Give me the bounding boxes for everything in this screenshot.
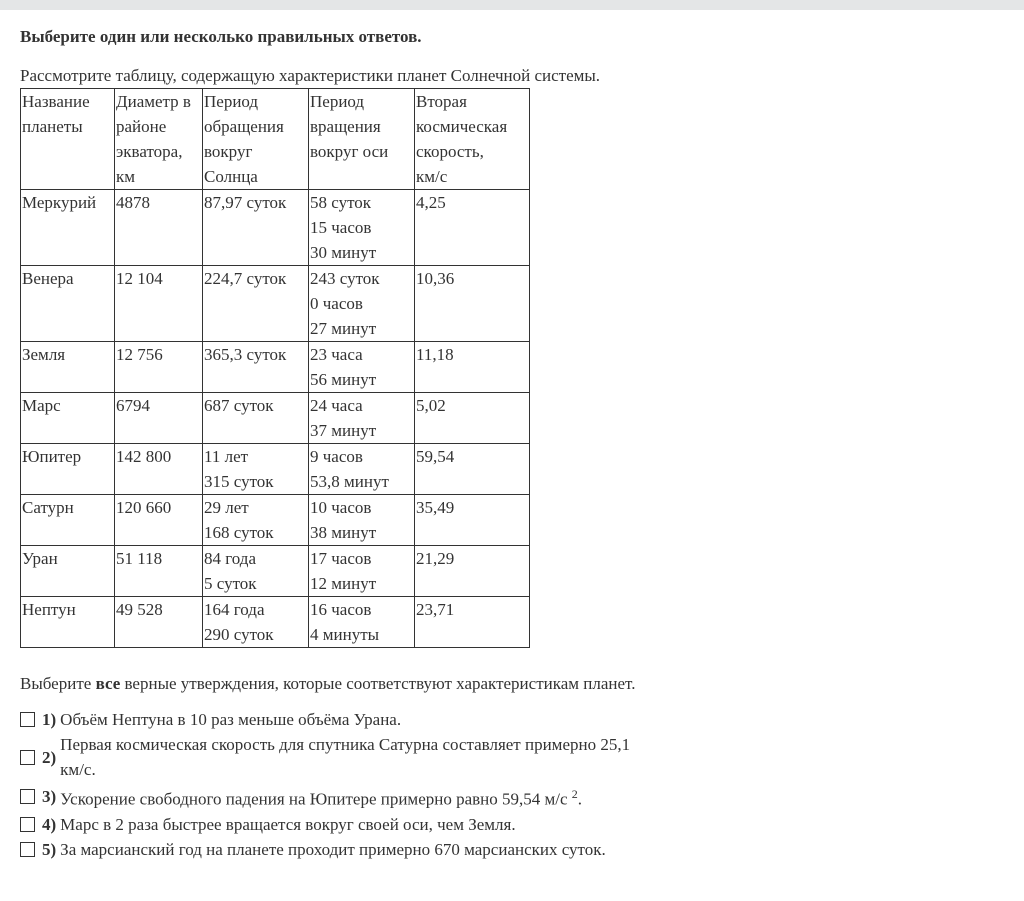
header-rotation-period: Период вращения вокруг оси [309,89,415,190]
cell-orbit: 87,97 суток [203,190,309,266]
planets-table [20,88,530,648]
answer-options [20,707,1000,862]
table-row [21,444,530,495]
cell-velocity: 23,71 [415,597,530,648]
option-number: 2) [42,747,57,767]
answer-option-5[interactable] [20,837,1000,862]
cell-diameter: 51 118 [115,546,203,597]
option-text: Марс в 2 раза быстрее вращается вокруг своей оси, чем Земля. [60,814,516,834]
option-text: Объём Нептуна в 10 раз меньше объёма Урана. [60,710,402,729]
cell-planet: Земля [21,342,115,393]
table-row [21,546,530,597]
answer-option-1[interactable] [20,707,1000,732]
cell-orbit: 224,7 суток [203,266,309,342]
option-number: 5) [42,839,57,859]
cell-rotation: 17 часов 12 минут [309,546,415,597]
table-row [21,342,530,393]
cell-velocity: 59,54 [415,444,530,495]
cell-diameter: 142 800 [115,444,203,495]
cell-planet: Венера [21,266,115,342]
option-text [60,782,582,812]
header-diameter: Диаметр в районе экватора, км [115,89,203,190]
cell-rotation: 23 часа 56 минут [309,342,415,393]
cell-rotation: 10 часов 38 минут [309,495,415,546]
task-instruction: Выберите один или несколько правильных ответов. [20,27,422,46]
table-header-row [21,89,530,190]
checkbox[interactable] [20,842,35,857]
cell-diameter: 12 756 [115,342,203,393]
checkbox[interactable] [20,750,35,765]
option-superscript: 2 [571,787,578,801]
header-orbit-period: Период обращения вокруг Солнца [203,89,309,190]
option-number: 4) [42,814,57,834]
cell-diameter: 120 660 [115,495,203,546]
cell-planet: Марс [21,393,115,444]
table-row [21,597,530,648]
answer-option-4[interactable] [20,812,1000,837]
cell-diameter: 12 104 [115,266,203,342]
cell-planet: Юпитер [21,444,115,495]
checkbox[interactable] [20,789,35,804]
question-before: Выберите [20,674,96,693]
option-number: 1) [42,710,57,729]
cell-velocity: 4,25 [415,190,530,266]
cell-rotation: 24 часа 37 минут [309,393,415,444]
table-row [21,190,530,266]
cell-planet: Нептун [21,597,115,648]
cell-diameter: 49 528 [115,597,203,648]
cell-planet: Сатурн [21,495,115,546]
cell-diameter: 4878 [115,190,203,266]
question-bold: все [95,674,121,693]
cell-orbit: 11 лет 315 суток [203,444,309,495]
question-after: верные утверждения, которые соответствуют характеристикам планет. [120,674,636,693]
answer-option-3[interactable] [20,782,1000,812]
cell-velocity: 5,02 [415,393,530,444]
cell-orbit: 687 суток [203,393,309,444]
question-text [20,673,1000,695]
cell-orbit: 29 лет 168 суток [203,495,309,546]
cell-planet: Меркурий [21,190,115,266]
table-row [21,393,530,444]
cell-orbit: 365,3 суток [203,342,309,393]
table-row [21,495,530,546]
cell-orbit: 164 года 290 суток [203,597,309,648]
cell-rotation: 16 часов 4 минуты [309,597,415,648]
table-row [21,266,530,342]
cell-orbit: 84 года 5 суток [203,546,309,597]
cell-velocity: 21,29 [415,546,530,597]
table-intro: Рассмотрите таблицу, содержащую характеристики планет Солнечной системы. [20,66,601,85]
option-text: За марсианский год на планете проходит примерно 670 марсианских суток. [60,839,606,859]
checkbox[interactable] [20,712,35,727]
cell-rotation: 9 часов 53,8 минут [309,444,415,495]
cell-rotation: 58 суток 15 часов 30 минут [309,190,415,266]
cell-velocity: 11,18 [415,342,530,393]
cell-velocity: 35,49 [415,495,530,546]
header-escape-velocity: Вторая космическая скорость, км/с [415,89,530,190]
option-text-main: Ускорение свободного падения на Юпитере примерно равно 59,54 м/с [60,789,572,809]
option-text-tail: . [577,789,583,809]
cell-planet: Уран [21,546,115,597]
answer-option-2[interactable] [20,732,1000,782]
cell-rotation: 243 суток 0 часов 27 минут [309,266,415,342]
option-number: 3) [42,787,57,807]
top-bar [0,0,1024,10]
cell-diameter: 6794 [115,393,203,444]
option-text: Первая космическая скорость для спутника Сатурна составляет примерно 25,1 км/с. [60,735,631,779]
task-content [20,26,1000,862]
header-name: Название планеты [21,89,115,190]
checkbox[interactable] [20,817,35,832]
cell-velocity: 10,36 [415,266,530,342]
